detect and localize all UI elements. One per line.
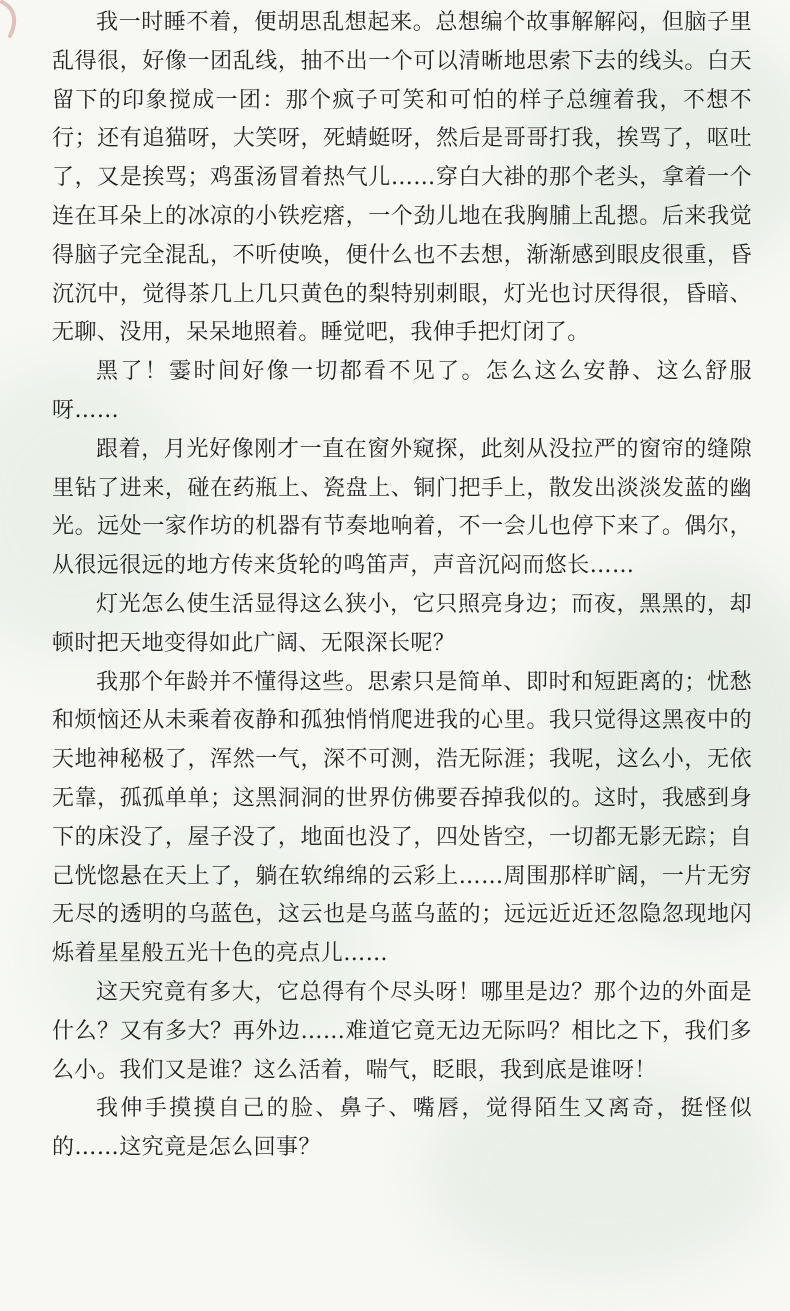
corner-decoration bbox=[0, 0, 26, 40]
paragraph: 跟着，月光好像刚才一直在窗外窥探，此刻从没拉严的窗帘的缝隙里钻了进来，碰在药瓶上、瓷盘上、铜门把手上，散发出淡淡发蓝的幽光。远处一家作坊的机器有节奏地响着，不一会儿也停下来了。偶尔，从很远很远的地方传来货轮的鸣笛声，声音沉闷而悠长…… bbox=[52, 436, 752, 579]
paragraph: 我一时睡不着，便胡思乱想起来。总想编个故事解解闷，但脑子里乱得很，好像一团乱线，抽不出一个可以清晰地思索下去的线头。白天留下的印象搅成一团：那个疯子可笑和可怕的样子总缠着我，不想不行；还有追猫呀，大笑呀，死蜻蜓呀，然后是哥哥打我，挨骂了，呕吐了，又是挨骂；鸡蛋汤冒着热气儿……穿白大褂的那个老头，拿着一个连在耳朵上的冰凉的小铁疙瘩，一个劲儿地在我胸脯上乱摁。后来我觉得脑子完全混乱，不听使唤，便什么也不去想，渐渐感到眼皮很重，昏沉沉中，觉得茶几上几只黄色的梨特别刺眼，灯光也讨厌得很，昏暗、无聊、没用，呆呆地照着。睡觉吧，我伸手把灯闭了。 bbox=[52, 10, 752, 346]
paragraph: 我那个年龄并不懂得这些。思索只是简单、即时和短距离的；忧愁和烦恼还从未乘着夜静和孤独悄悄爬进我的心里。我只觉得这黑夜中的天地神秘极了，浑然一气，深不可测，浩无际涯；我呢，这么小，无依无靠，孤孤单单；这黑洞洞的世界仿佛要吞掉我似的。这时，我感到身下的床没了，屋子没了，地面也没了，四处皆空，一切都无影无踪；自己恍惚悬在天上了，躺在软绵绵的云彩上……周围那样旷阔，一片无穷无尽的透明的乌蓝色，这云也是乌蓝乌蓝的；远远近近还忽隐忽现地闪烁着星星般五光十色的亮点儿…… bbox=[52, 669, 752, 967]
paragraph: 灯光怎么使生活显得这么狭小，它只照亮身边；而夜，黑黑的，却顿时把天地变得如此广阔、无限深长呢？ bbox=[52, 591, 752, 656]
paragraph: 这天究竟有多大，它总得有个尽头呀！哪里是边？那个边的外面是什么？又有多大？再外边……难道它竟无边无际吗？相比之下，我们多么小。我们又是谁？这么活着，喘气，眨眼，我到底是谁呀！ bbox=[52, 979, 752, 1083]
paragraph: 我伸手摸摸自己的脸、鼻子、嘴唇，觉得陌生又离奇，挺怪似的……这究竟是怎么回事？ bbox=[52, 1096, 752, 1161]
article-body bbox=[52, 4, 752, 1168]
paragraph: 黑了！霎时间好像一切都看不见了。怎么这么安静、这么舒服呀…… bbox=[52, 359, 752, 423]
